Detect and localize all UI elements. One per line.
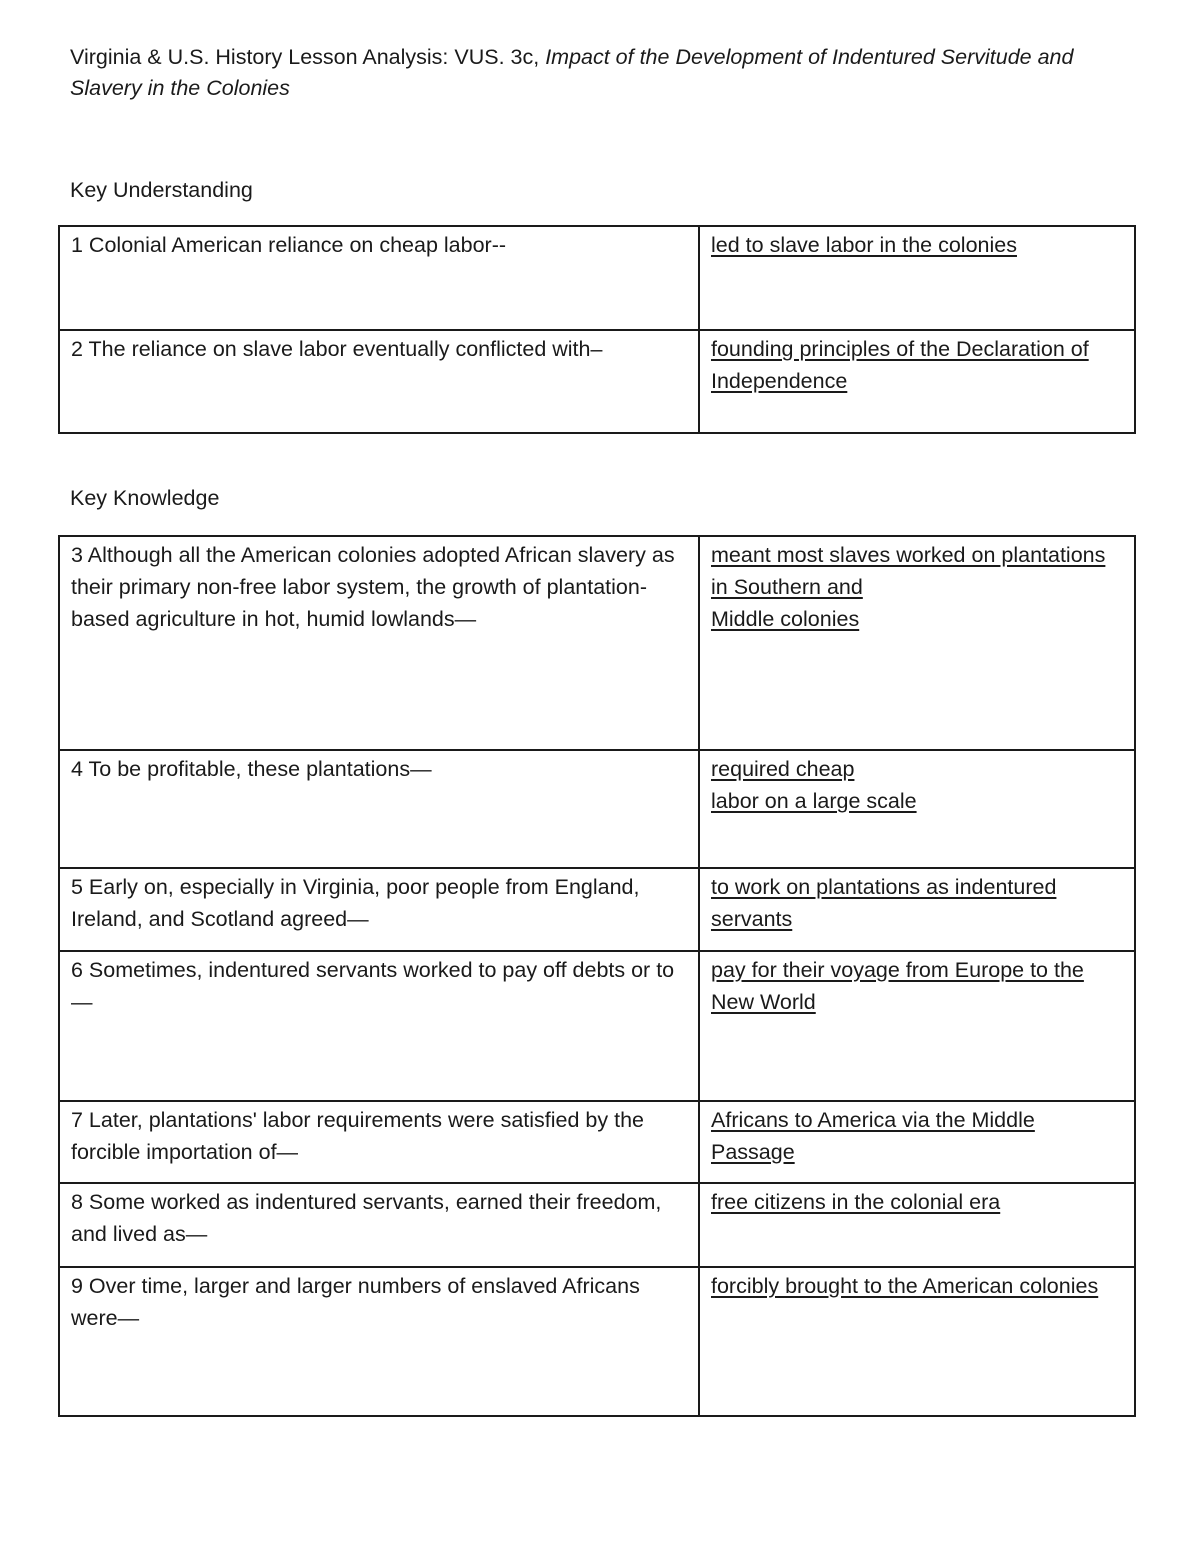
answer-line: forcibly brought to the American colonies bbox=[711, 1274, 1099, 1298]
table-row bbox=[59, 868, 1135, 951]
key-understanding-heading: Key Understanding bbox=[70, 178, 253, 202]
prompt-cell: 5 Early on, especially in Virginia, poor people from England, Ireland, and Scotland agreed— bbox=[59, 868, 699, 951]
answer-cell bbox=[699, 226, 1135, 330]
answer-cell bbox=[699, 1183, 1135, 1267]
table-row bbox=[59, 1183, 1135, 1267]
table-row bbox=[59, 330, 1135, 433]
answer-line: labor on a large scale bbox=[711, 789, 917, 813]
prompt-cell: 3 Although all the American colonies adopted African slavery as their primary non-free labor system, the growth of plantation-based agriculture in hot, humid lowlands— bbox=[59, 536, 699, 750]
table-row bbox=[59, 750, 1135, 868]
table-row bbox=[59, 536, 1135, 750]
table-row bbox=[59, 1101, 1135, 1183]
answer-cell bbox=[699, 1101, 1135, 1183]
answer-cell bbox=[699, 750, 1135, 868]
answer-cell bbox=[699, 951, 1135, 1101]
answer-cell bbox=[699, 1267, 1135, 1416]
table-row bbox=[59, 1267, 1135, 1416]
table-row bbox=[59, 226, 1135, 330]
prompt-cell: 8 Some worked as indentured servants, earned their freedom, and lived as— bbox=[59, 1183, 699, 1267]
prompt-cell: 2 The reliance on slave labor eventually conflicted with– bbox=[59, 330, 699, 433]
answer-line: in Southern and bbox=[711, 575, 863, 599]
key-understanding-table bbox=[58, 225, 1136, 434]
answer-cell bbox=[699, 536, 1135, 750]
prompt-cell: 7 Later, plantations' labor requirements were satisfied by the forcible importation of— bbox=[59, 1101, 699, 1183]
answer-line: required cheap bbox=[711, 757, 855, 781]
answer-line: Middle colonies bbox=[711, 607, 860, 631]
answer-line: Africans to America via the Middle Passage bbox=[711, 1108, 1035, 1164]
answer-line: led to slave labor in the colonies bbox=[711, 233, 1017, 257]
answer-line: to work on plantations as indentured servants bbox=[711, 875, 1057, 931]
answer-cell bbox=[699, 868, 1135, 951]
key-knowledge-heading: Key Knowledge bbox=[70, 486, 220, 510]
answer-line: free citizens in the colonial era bbox=[711, 1190, 1001, 1214]
prompt-cell: 4 To be profitable, these plantations— bbox=[59, 750, 699, 868]
prompt-cell: 9 Over time, larger and larger numbers of enslaved Africans were— bbox=[59, 1267, 699, 1416]
page-title bbox=[70, 42, 1140, 104]
answer-cell bbox=[699, 330, 1135, 433]
title-italic: Impact of the Development of Indentured Servitude and Slavery in the Colonies bbox=[70, 45, 1074, 100]
answer-line: meant most slaves worked on plantations bbox=[711, 543, 1106, 567]
prompt-cell: 6 Sometimes, indentured servants worked to pay off debts or to— bbox=[59, 951, 699, 1101]
key-knowledge-table bbox=[58, 535, 1136, 1417]
prompt-cell: 1 Colonial American reliance on cheap labor-- bbox=[59, 226, 699, 330]
title-plain: Virginia & U.S. History Lesson Analysis: VUS. 3c, bbox=[70, 45, 546, 69]
answer-line: pay for their voyage from Europe to the New World bbox=[711, 958, 1084, 1014]
table-row bbox=[59, 951, 1135, 1101]
answer-line: founding principles of the Declaration of Independence bbox=[711, 337, 1089, 393]
